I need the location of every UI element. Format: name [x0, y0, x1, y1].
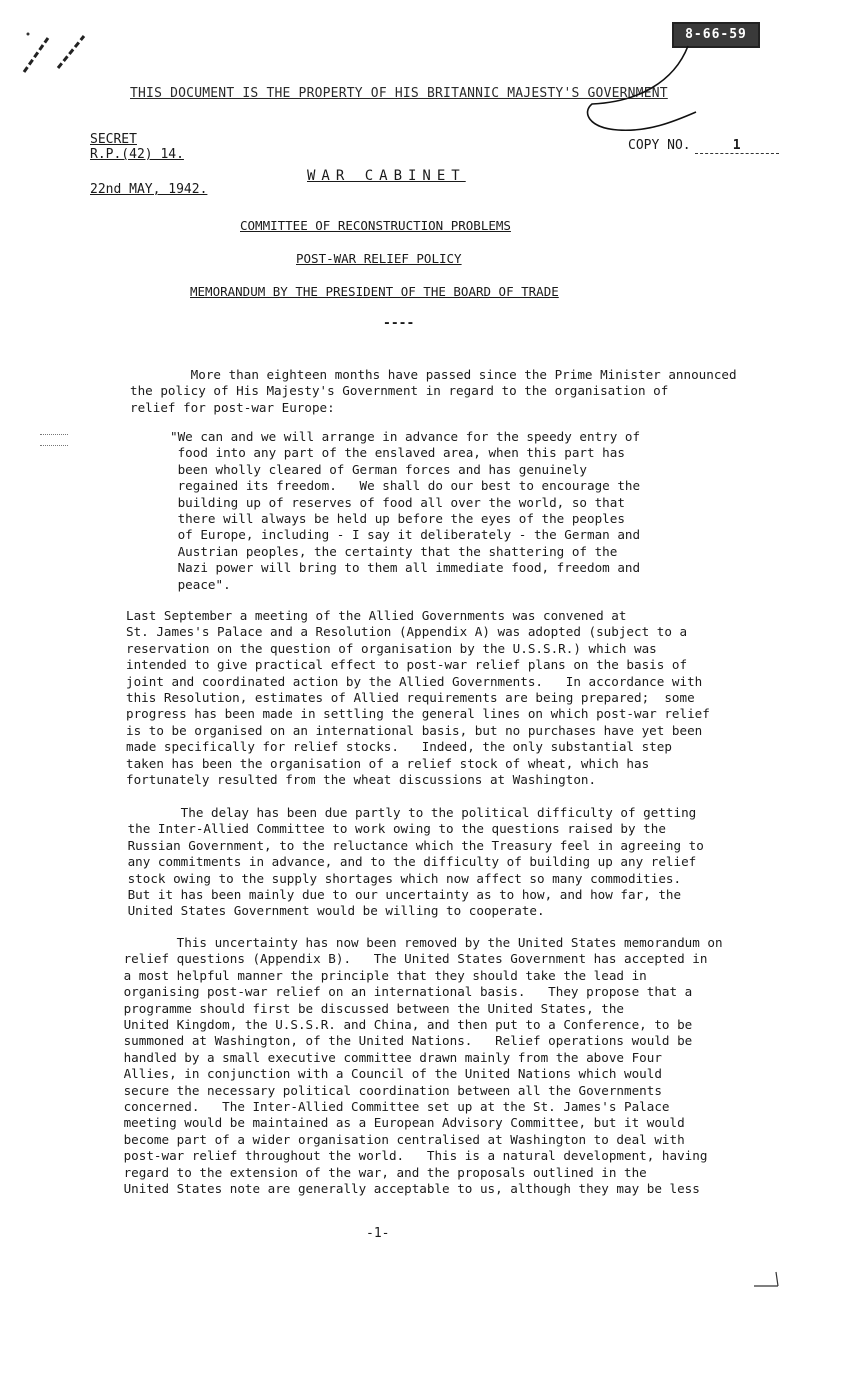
subject-title: POST-WAR RELIEF POLICY [296, 251, 462, 266]
committee-title: COMMITTEE OF RECONSTRUCTION PROBLEMS [240, 218, 511, 233]
copy-number-value: 1 [695, 138, 779, 154]
page-number: -1- [366, 1226, 390, 1241]
margin-speckle [40, 434, 68, 446]
paragraph-intro: More than eighteen months have passed since the Prime Minister announced the policy of His Majesty's Government in regard to the organisation of relief for post-war Europe: [130, 367, 737, 415]
corner-mark [752, 1268, 782, 1290]
paragraph-delay: The delay has been due partly to the political difficulty of getting the Inter-Allied Committee to work owing to the questions raised by the Russian Government, to the reluctance which the Treasury feel in agreeing to any commitments in advance, and to the difficulty of building up any relief stock owing to the supply shortages which now affect so many commodities. But it has been mainly due to our uncertainty as to how, and how far, the United States Government would be willing to cooperate. [127, 805, 704, 919]
cabinet-title: WAR CABINET [307, 168, 466, 184]
staple-marks [18, 28, 88, 78]
memorandum-title: MEMORANDUM BY THE PRESIDENT OF THE BOARD OF TRADE [190, 284, 559, 299]
document-date: 22nd MAY, 1942. [90, 182, 208, 197]
handwritten-mark [578, 42, 698, 134]
title-separator: ---- [383, 316, 415, 331]
copy-label: COPY NO. [628, 138, 691, 153]
paragraph-us-memorandum: This uncertainty has now been removed by the United States memorandum on relief questions (Appendix B). The United States Government has accepted in a most helpful manner the principle that they should take the lead in organising post-war relief on an international basis. They propose that a programme should first be discussed between the United States, the United Kingdom, the U.S.S.R. and China, and then put to a Conference, to be summoned at Washington, of the United Nations. Relief operations would be handled by a small executive committee drawn mainly from the above Four Allies, in conjunction with a Council of the United Nations which would secure the necessary political coordination between all the Governments concerned. The Inter-Allied Committee set up at the St. James's Palace meeting would be maintained as a European Advisory Committee, but it would become part of a wider organisation centralised at Washington to deal with post-war relief throughout the world. This is a natural development, having regard to the extension of the war, and the proposals outlined in the United States note are generally acceptable to us, although they may be less [123, 935, 723, 1197]
prime-minister-quote: "We can and we will arrange in advance for the speedy entry of food into any part of the enslaved area, when this part has been wholly cleared of German forces and has genuinely regained its freedom. We shall do our best to encourage the building up of reserves of food all over the world, so that there will always be held up before the eyes of the peoples of Europe, including - I say it deliberately - the German and Austrian peoples, the certainty that the shattering of the Nazi power will bring to them all immediate food, freedom and peace". [170, 429, 641, 592]
registry-stamp: 8-66-59 [672, 22, 760, 48]
copy-number [628, 138, 779, 154]
classification-label: SECRET [90, 132, 137, 147]
paragraph-allied-meeting: Last September a meeting of the Allied Governments was convened at St. James's Palace and a Resolution (Appendix A) was adopted (subject to a reservation on the question of organisation by the U.S.S.R.) which was intended to give practical effect to post-war relief plans on the basis of joint and coordinated action by the Allied Governments. In accordance with this Resolution, estimates of Allied requirements are being prepared; some progress has been made in settling the general lines on which post-war relief is to be organised on an international basis, but no purchases have yet been made specifically for relief stocks. Indeed, the only substantial step taken has been the organisation of a relief stock of wheat, which has fortunately resulted from the wheat discussions at Washington. [126, 608, 710, 788]
paper-reference: R.P.(42) 14. [90, 147, 184, 162]
property-banner: THIS DOCUMENT IS THE PROPERTY OF HIS BRITANNIC MAJESTY'S GOVERNMENT [130, 86, 668, 101]
